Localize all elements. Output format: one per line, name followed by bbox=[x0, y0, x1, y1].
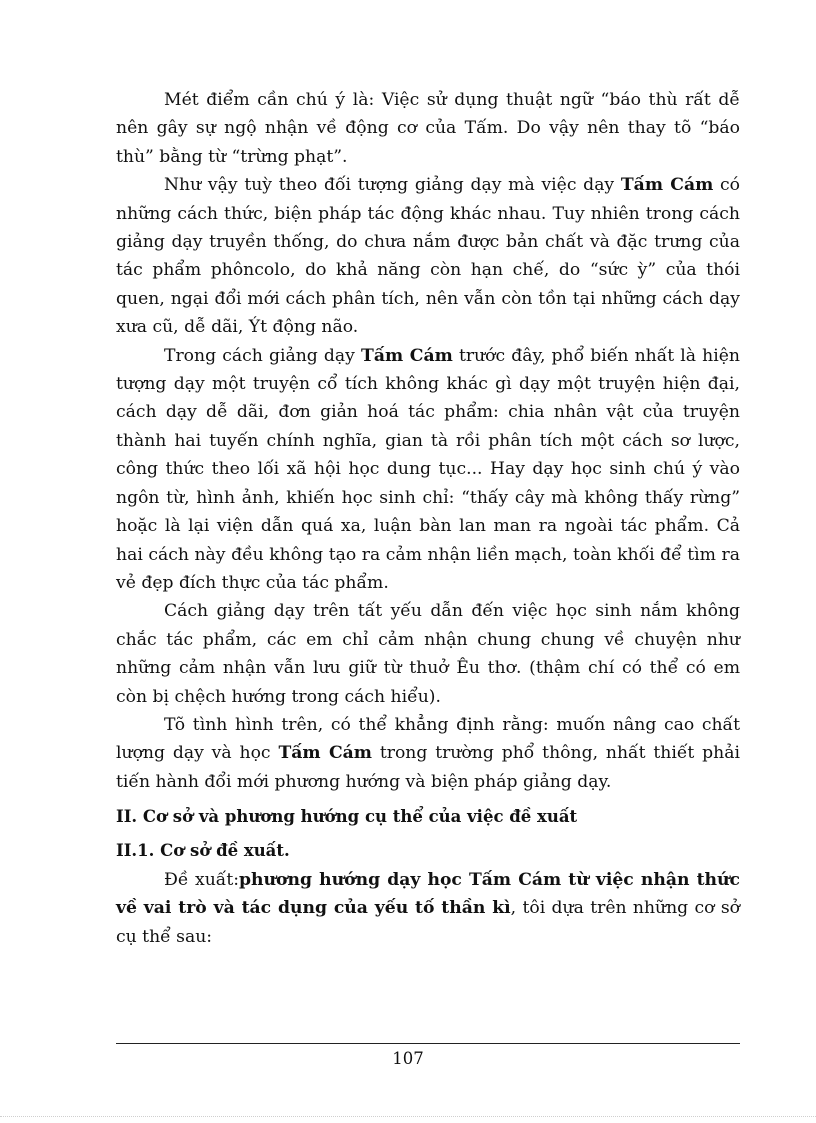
text-run: trước đây, phổ biến nhất là hiện tượng dạy một truyện cổ tích không khác gì dạy một truyện hiện đại, cách dạy dễ dãi, đơn giản hoá tác phẩm: chia nhân vật của truyện thành hai tuyến chính nghĩa, gian tà rồi phân tích một cách sơ lược, công thức theo lối xã hội học dung tục... Hay dạy học sinh chú ý vào ngôn từ, hình ảnh, khiến học sinh chỉ: “thấy cây mà không thấy rừng” hoặc là lại viện dẫn quá xa, luận bàn lan man ra ngoài tác phẩm. Cả hai cách này đều không tạo ra cảm nhận liền mạch, toàn khối để tìm ra vẻ đẹp đích thực của tác phẩm. bbox=[116, 345, 740, 593]
section-heading: II. Cơ sở và phương hướng cụ thể của việc đề xuất bbox=[116, 807, 578, 826]
subsection-heading: II.1. Cơ sở đề xuất. bbox=[116, 841, 290, 860]
text-run: trong trường phổ thông, nhất thiết phải tiến hành đổi mới phương hướng và biện pháp giảng dạy. bbox=[116, 743, 740, 792]
paragraph-4 bbox=[116, 597, 740, 711]
paragraph-2 bbox=[116, 171, 740, 341]
text-run: Mét điểm cần chú ý là: Việc sử dụng thuật ngữ “báo thù rất dễ nên gây sự ngộ nhận về động cơ của Tấm. Do vậy nên thay tõ “báo thù” bằng từ “trừng phạt”. bbox=[116, 90, 740, 167]
text-run: có những cách thức, biện pháp tác động khác nhau. Tuy nhiên trong cách giảng dạy truyền thống, do chưa nắm được bản chất và đặc trưng của tác phẩm phôncolo, do khả năng còn hạn chế, do “sức ỳ” của thói quen, ngại đổi mới cách phân tích, nên vẫn còn tồn tại những cách dạy xưa cũ, dễ dãi, Ýt động não. bbox=[116, 175, 740, 338]
bold-title: Tấm Cám bbox=[620, 175, 714, 196]
page-edge-dotted-line bbox=[0, 1116, 816, 1117]
body-text bbox=[116, 86, 740, 796]
bold-title: Tấm Cám bbox=[361, 345, 453, 366]
paragraph-1 bbox=[116, 86, 740, 171]
paragraph-5 bbox=[116, 711, 740, 796]
page-number: 107 bbox=[392, 1049, 424, 1068]
footer-divider bbox=[116, 1043, 740, 1044]
final-lead: Đề xuất: bbox=[164, 870, 240, 890]
text-run: Tõ tình hình trên, có thể khẳng định rằng: muốn nâng cao chất lượng dạy và học bbox=[116, 714, 740, 764]
text-run: Như vậy tuỳ theo đối tượng giảng dạy mà việc dạy bbox=[164, 175, 621, 196]
final-paragraph-block bbox=[116, 866, 740, 951]
bold-title: Tấm Cám bbox=[278, 743, 372, 764]
final-paragraph bbox=[116, 866, 740, 951]
text-run: Trong cách giảng dạy bbox=[164, 345, 362, 366]
text-run: Cách giảng dạy trên tất yếu dẫn đến việc học sinh nắm không chắc tác phẩm, các em chỉ cảm nhận chung chung về chuyện như những cảm nhận vẫn lưu giữ từ thuở Êu thơ. (thậm chí có thể có em còn bị chệch hướng trong cách hiểu). bbox=[116, 601, 740, 707]
final-rest: , tôi dựa trên những cơ sở cụ thể sau: bbox=[116, 898, 740, 947]
final-bold-phrase: phương hướng dạy học Tấm Cám từ việc nhận thức về vai trò và tác dụng của yếu tố thần kì bbox=[116, 870, 740, 919]
paragraph-3 bbox=[116, 342, 740, 598]
